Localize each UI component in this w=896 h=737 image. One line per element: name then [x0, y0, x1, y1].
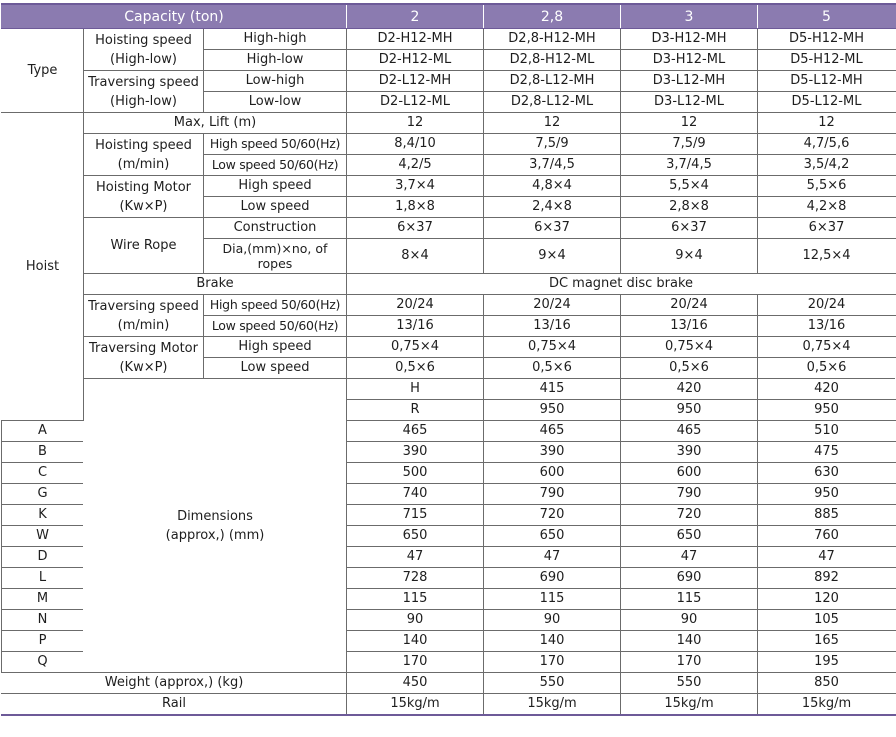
table-cell: 170: [347, 652, 484, 673]
traversing-speed-unit: (m/min): [117, 317, 170, 333]
table-cell: 740: [347, 484, 484, 505]
header-row: [2, 4, 896, 29]
table-cell: 0,75×4: [621, 337, 758, 358]
table-cell: 0,75×4: [347, 337, 484, 358]
table-cell: 790: [621, 484, 758, 505]
table-cell: 690: [484, 568, 621, 589]
type-label: Type: [2, 29, 84, 113]
dimension-label: C: [2, 463, 84, 484]
type-row-label: Low-high: [204, 71, 347, 92]
table-cell: D3-H12-ML: [621, 50, 758, 71]
table-cell: 390: [347, 442, 484, 463]
table-cell: 3,7×4: [347, 176, 484, 197]
table-cell: 650: [347, 526, 484, 547]
table-row: [2, 379, 896, 400]
table-cell: 13/16: [347, 316, 484, 337]
table-cell: 6×37: [621, 218, 758, 239]
table-cell: D2-H12-ML: [347, 50, 484, 71]
table-row: [2, 113, 896, 134]
table-cell: 3,7/4,5: [621, 155, 758, 176]
table-cell: D2-L12-ML: [347, 92, 484, 113]
table-cell: 600: [621, 463, 758, 484]
table-cell: 0,75×4: [484, 337, 621, 358]
table-cell: 7,5/9: [621, 134, 758, 155]
table-cell: 790: [484, 484, 621, 505]
table-cell: 600: [484, 463, 621, 484]
table-cell: 850: [758, 673, 896, 694]
traversing-high-speed-label: High speed 50/60(Hz): [204, 295, 347, 316]
table-cell: 9×4: [621, 239, 758, 274]
table-cell: 47: [347, 547, 484, 568]
traversing-low-speed-label: Low speed 50/60(Hz): [204, 316, 347, 337]
table-cell: 465: [484, 421, 621, 442]
table-cell: 885: [758, 505, 896, 526]
dimension-label: A: [2, 421, 84, 442]
table-cell: 170: [484, 652, 621, 673]
table-cell: 115: [484, 589, 621, 610]
type-hoisting-speed-text: Hoisting speed: [95, 32, 192, 48]
table-cell: D2,8-H12-MH: [484, 29, 621, 50]
capacity-label: Capacity (ton): [2, 4, 347, 29]
table-cell: 20/24: [758, 295, 896, 316]
wire-rope-label: Wire Rope: [84, 218, 204, 274]
dimensions-label: [84, 379, 347, 673]
table-cell: 390: [621, 442, 758, 463]
table-row: [2, 694, 896, 716]
dimension-label: D: [2, 547, 84, 568]
table-cell: 950: [484, 400, 621, 421]
table-cell: 4,7/5,6: [758, 134, 896, 155]
table-cell: 0,5×6: [621, 358, 758, 379]
table-cell: 500: [347, 463, 484, 484]
table-cell: 0,5×6: [347, 358, 484, 379]
table-cell: 12,5×4: [758, 239, 896, 274]
hoisting-speed-text: Hoisting speed: [95, 137, 192, 153]
table-row: [2, 274, 896, 295]
table-cell: 6×37: [758, 218, 896, 239]
table-cell: 13/16: [758, 316, 896, 337]
table-cell: 760: [758, 526, 896, 547]
table-cell: 630: [758, 463, 896, 484]
wire-rope-dia-line1: Dia,(mm)×no, of: [222, 241, 328, 256]
capacity-value: 2,8: [484, 4, 621, 29]
table-cell: 715: [347, 505, 484, 526]
table-cell: 15kg/m: [621, 694, 758, 716]
table-cell: D5-H12-ML: [758, 50, 896, 71]
table-cell: 420: [758, 379, 896, 400]
dimension-label: G: [2, 484, 84, 505]
table-cell: 195: [758, 652, 896, 673]
type-hoisting-speed-sub: (High-low): [110, 51, 177, 67]
table-cell: 4,2/5: [347, 155, 484, 176]
table-cell: 2,8×8: [621, 197, 758, 218]
brake-value: DC magnet disc brake: [347, 274, 896, 295]
table-cell: 415: [484, 379, 621, 400]
table-row: [2, 337, 896, 358]
table-cell: 140: [484, 631, 621, 652]
table-cell: 950: [758, 484, 896, 505]
table-cell: 390: [484, 442, 621, 463]
table-cell: 165: [758, 631, 896, 652]
traversing-motor-high-label: High speed: [204, 337, 347, 358]
hoisting-motor-unit: (Kw×P): [119, 198, 168, 214]
table-cell: 15kg/m: [347, 694, 484, 716]
wire-rope-dia-line2: ropes: [257, 256, 293, 271]
table-cell: 3,7/4,5: [484, 155, 621, 176]
table-cell: 140: [621, 631, 758, 652]
traversing-speed-text: Traversing speed: [88, 298, 199, 314]
table-cell: 720: [484, 505, 621, 526]
table-cell: 1,8×8: [347, 197, 484, 218]
table-cell: 5,5×6: [758, 176, 896, 197]
table-cell: 950: [758, 400, 896, 421]
dimension-label: W: [2, 526, 84, 547]
type-row-label: High-low: [204, 50, 347, 71]
rail-label: Rail: [2, 694, 347, 716]
max-lift-label: Max, Lift (m): [84, 113, 347, 134]
table-cell: D5-H12-MH: [758, 29, 896, 50]
dimensions-unit: (approx,) (mm): [165, 527, 265, 543]
table-cell: 13/16: [484, 316, 621, 337]
type-row-label: High-high: [204, 29, 347, 50]
table-cell: 115: [347, 589, 484, 610]
dimension-label: N: [2, 610, 84, 631]
hoisting-speed-unit: (m/min): [117, 156, 170, 172]
table-cell: 15kg/m: [484, 694, 621, 716]
table-cell: 15kg/m: [758, 694, 896, 716]
table-cell: 115: [621, 589, 758, 610]
table-cell: 20/24: [621, 295, 758, 316]
table-cell: 6×37: [347, 218, 484, 239]
type-traversing-speed-label: [84, 71, 204, 113]
table-cell: 170: [621, 652, 758, 673]
table-cell: 728: [347, 568, 484, 589]
table-cell: 420: [621, 379, 758, 400]
capacity-value: 5: [758, 4, 896, 29]
wire-rope-construction-label: Construction: [204, 218, 347, 239]
table-cell: 465: [621, 421, 758, 442]
table-cell: 465: [347, 421, 484, 442]
weight-label: Weight (approx,) (kg): [2, 673, 347, 694]
table-cell: 510: [758, 421, 896, 442]
table-cell: 12: [621, 113, 758, 134]
table-cell: 650: [484, 526, 621, 547]
table-cell: D2-H12-MH: [347, 29, 484, 50]
table-cell: 7,5/9: [484, 134, 621, 155]
type-row-label: Low-low: [204, 92, 347, 113]
dimension-label: K: [2, 505, 84, 526]
table-cell: 120: [758, 589, 896, 610]
dimension-label: M: [2, 589, 84, 610]
table-cell: 690: [621, 568, 758, 589]
table-cell: 90: [484, 610, 621, 631]
brake-label: Brake: [84, 274, 347, 295]
table-cell: 892: [758, 568, 896, 589]
traversing-motor-text: Traversing Motor: [89, 340, 198, 356]
table-cell: 47: [758, 547, 896, 568]
hoisting-motor-high-label: High speed: [204, 176, 347, 197]
table-cell: 12: [484, 113, 621, 134]
table-cell: 0,75×4: [758, 337, 896, 358]
table-row: [2, 176, 896, 197]
table-cell: 550: [484, 673, 621, 694]
type-traversing-speed-sub: (High-low): [110, 93, 177, 109]
table-cell: 4,8×4: [484, 176, 621, 197]
table-cell: D3-L12-ML: [621, 92, 758, 113]
table-cell: 8,4/10: [347, 134, 484, 155]
table-cell: 0,5×6: [758, 358, 896, 379]
table-row: [2, 134, 896, 155]
hoist-label: Hoist: [2, 113, 84, 421]
dimension-label: Q: [2, 652, 84, 673]
wire-rope-dia-label: [204, 239, 347, 274]
table-cell: 8×4: [347, 239, 484, 274]
table-cell: 0,5×6: [484, 358, 621, 379]
dimensions-text: Dimensions: [177, 508, 253, 524]
type-hoisting-speed-label: [84, 29, 204, 71]
table-cell: 650: [621, 526, 758, 547]
hoisting-motor-label: [84, 176, 204, 218]
table-cell: 90: [347, 610, 484, 631]
dimension-label: R: [347, 400, 484, 421]
table-cell: D5-L12-MH: [758, 71, 896, 92]
table-cell: 9×4: [484, 239, 621, 274]
table-cell: 47: [484, 547, 621, 568]
hoisting-motor-low-label: Low speed: [204, 197, 347, 218]
table-row: [2, 673, 896, 694]
table-cell: 47: [621, 547, 758, 568]
hoisting-speed-label: [84, 134, 204, 176]
table-row: [2, 29, 896, 50]
traversing-motor-unit: (Kw×P): [119, 359, 168, 375]
dimension-label: P: [2, 631, 84, 652]
table-row: [2, 295, 896, 316]
table-cell: 950: [621, 400, 758, 421]
table-cell: 90: [621, 610, 758, 631]
table-cell: 4,2×8: [758, 197, 896, 218]
type-traversing-speed-text: Traversing speed: [88, 74, 199, 90]
traversing-motor-label: [84, 337, 204, 379]
dimension-label: B: [2, 442, 84, 463]
table-cell: 13/16: [621, 316, 758, 337]
table-cell: D5-L12-ML: [758, 92, 896, 113]
hoisting-motor-text: Hoisting Motor: [95, 179, 191, 195]
table-cell: D3-L12-MH: [621, 71, 758, 92]
table-cell: 5,5×4: [621, 176, 758, 197]
table-cell: 105: [758, 610, 896, 631]
table-cell: 20/24: [347, 295, 484, 316]
table-cell: D2,8-L12-MH: [484, 71, 621, 92]
table-cell: 550: [621, 673, 758, 694]
table-cell: 720: [621, 505, 758, 526]
table-cell: 475: [758, 442, 896, 463]
table-cell: 140: [347, 631, 484, 652]
table-cell: D3-H12-MH: [621, 29, 758, 50]
table-cell: 12: [758, 113, 896, 134]
table-cell: 20/24: [484, 295, 621, 316]
table-cell: D2,8-H12-ML: [484, 50, 621, 71]
table-row: [2, 71, 896, 92]
traversing-motor-low-label: Low speed: [204, 358, 347, 379]
table-cell: 450: [347, 673, 484, 694]
traversing-speed-label: [84, 295, 204, 337]
capacity-value: 3: [621, 4, 758, 29]
capacity-value: 2: [347, 4, 484, 29]
table-row: [2, 218, 896, 239]
hoisting-high-speed-label: High speed 50/60(Hz): [204, 134, 347, 155]
spec-table: [1, 3, 896, 716]
dimension-label: L: [2, 568, 84, 589]
table-cell: D2,8-L12-ML: [484, 92, 621, 113]
table-cell: D2-L12-MH: [347, 71, 484, 92]
table-cell: 12: [347, 113, 484, 134]
table-cell: 3,5/4,2: [758, 155, 896, 176]
dimension-label: H: [347, 379, 484, 400]
table-cell: 6×37: [484, 218, 621, 239]
table-cell: 2,4×8: [484, 197, 621, 218]
hoisting-low-speed-label: Low speed 50/60(Hz): [204, 155, 347, 176]
